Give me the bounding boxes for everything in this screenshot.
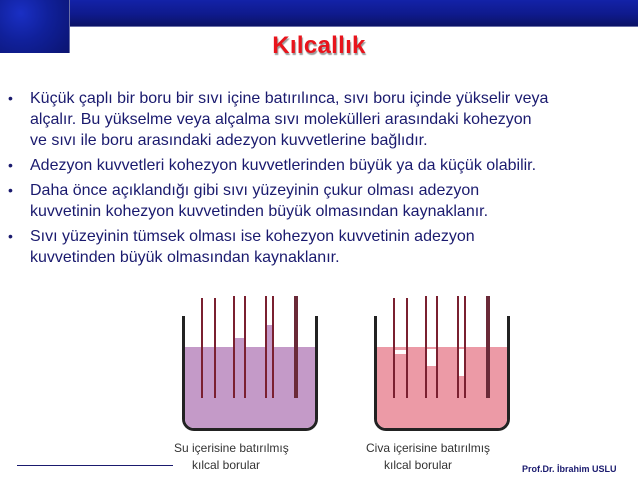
bullet-item — [6, 88, 631, 151]
bullet-line: ve sıvı ile boru arasındaki adezyon kuvvetlerine bağlıdır. — [30, 132, 428, 149]
bullet-line: Küçük çaplı bir boru bir sıvı içine batırılınca, sıvı boru içinde yükselir veya — [30, 90, 549, 107]
capillary-tube-icon — [265, 296, 267, 398]
bullet-icon: • — [8, 182, 13, 198]
capillary-tube-icon — [406, 298, 408, 398]
capillary-tube-icon — [457, 296, 459, 398]
bullet-icon: • — [8, 228, 13, 244]
bullet-line: Sıvı yüzeyinin tümsek olması ise kohezyon kuvvetinin adezyon — [30, 228, 475, 245]
footer-author: Prof.Dr. İbrahim USLU — [522, 464, 617, 474]
slide-title: Kılcallık — [272, 32, 366, 59]
tube-fill — [426, 349, 436, 366]
bullet-item — [6, 226, 631, 268]
capillary-tube-icon — [272, 296, 274, 398]
bullet-icon: • — [8, 157, 13, 173]
caption-line: Su içerisine batırılmış — [174, 441, 289, 455]
tube-fill — [394, 350, 406, 354]
bullet-icon: • — [8, 90, 13, 106]
bullet-line: Daha önce açıklandığı gibi sıvı yüzeyinin çukur olması adezyon — [30, 182, 480, 199]
caption-line: kılcal borular — [384, 458, 453, 472]
capillary-tube-icon — [214, 298, 216, 398]
water-capillary-figure — [174, 288, 320, 472]
tube-fill — [234, 338, 244, 398]
mercury-capillary-figure — [366, 288, 512, 472]
bullet-line: kuvvetinin kohezyon kuvvetinden büyük olmasından kaynaklanır. — [30, 203, 489, 220]
tube-fill — [202, 350, 214, 398]
capillary-tube-icon — [393, 298, 395, 398]
bullet-item — [6, 155, 631, 176]
capillary-tube-icon — [464, 296, 466, 398]
caption-line: Civa içerisine batırılmış — [366, 441, 491, 455]
bullet-line: Adezyon kuvvetleri kohezyon kuvvetlerinden büyük ya da küçük olabilir. — [30, 157, 537, 174]
capillary-tube-icon — [486, 296, 490, 398]
bullet-line: alçalır. Bu yükselme veya alçalma sıvı molekülleri arasındaki kohezyon — [30, 111, 532, 128]
bullet-line: kuvvetinden büyük olmasından kaynaklanır. — [30, 249, 340, 266]
bullet-list — [6, 88, 631, 272]
figure-caption — [174, 440, 344, 474]
bullet-item — [6, 180, 631, 222]
caption-line: kılcal borular — [192, 458, 261, 472]
footer-divider — [17, 465, 173, 466]
capillary-tube-icon — [294, 296, 298, 398]
figure-caption — [366, 440, 536, 474]
capillary-tube-icon — [244, 296, 246, 398]
capillary-tube-icon — [436, 296, 438, 398]
capillary-tube-icon — [201, 298, 203, 398]
header-band — [0, 0, 638, 27]
capillary-tube-icon — [425, 296, 427, 398]
capillary-tube-icon — [233, 296, 235, 398]
